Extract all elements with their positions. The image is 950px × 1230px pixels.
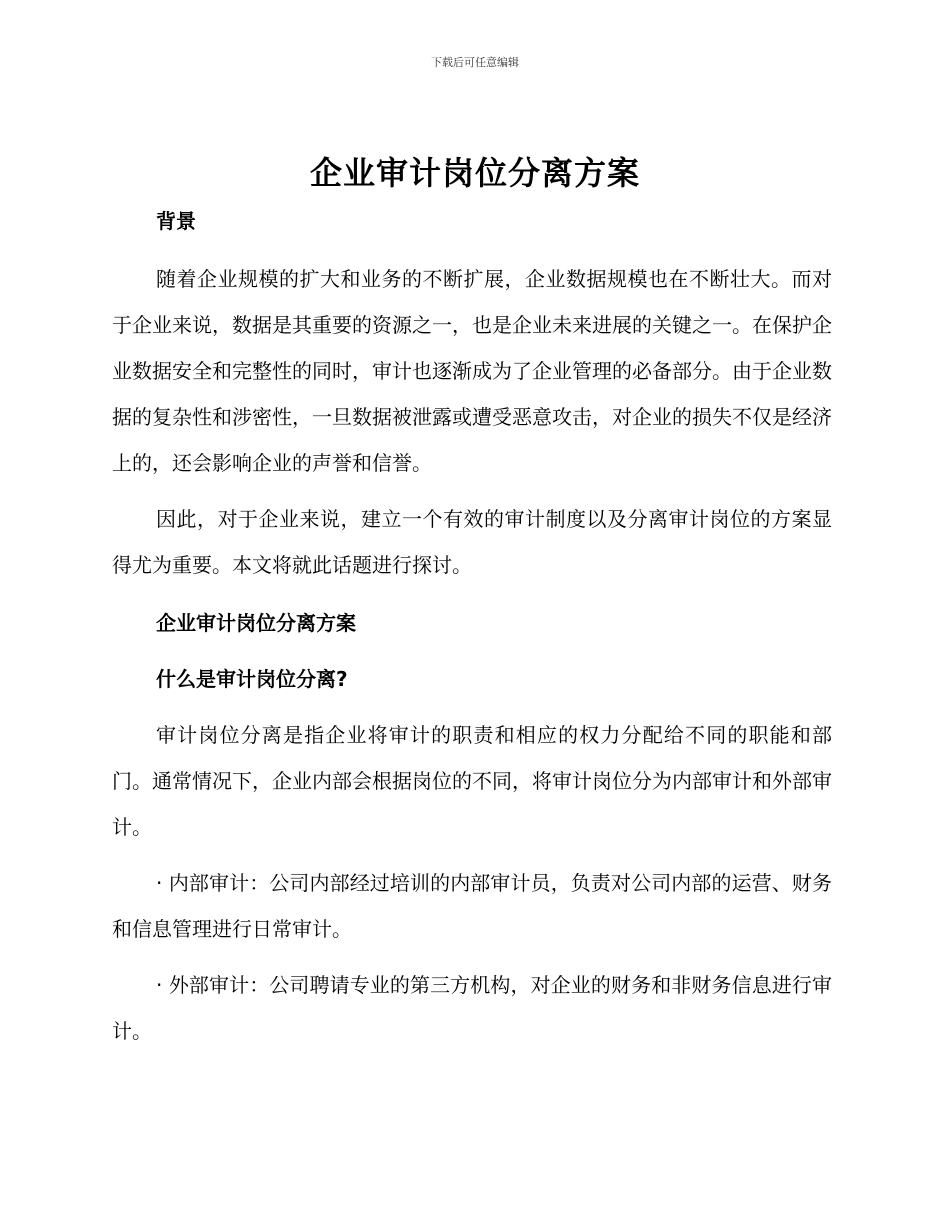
subheading-what-is-separation: 什么是审计岗位分离? bbox=[156, 667, 348, 691]
header-note: 下载后可任意编辑 bbox=[431, 56, 519, 69]
paragraph-background-1: 随着企业规模的扩大和业务的不断扩展，企业数据规模也在不断壮大。而对于企业来说，数据是其重要的资源之一，也是企业未来进展的关键之一。在保护企业数据安全和完整性的同时，审计也逐渐成为了企业管理的必备部分。由于企业数据的复杂性和涉密性，一旦数据被泄露或遭受恶意攻击，对企业的损失不仅是经济上的，还会影响企业的声誉和信誉。 bbox=[112, 267, 832, 475]
section-heading-plan: 企业审计岗位分离方案 bbox=[156, 611, 356, 635]
list-item-external-audit: · 外部审计：公司聘请专业的第三方机构，对企业的财务和非财务信息进行审计。 bbox=[112, 973, 832, 1043]
section-heading-background: 背景 bbox=[156, 209, 196, 233]
document-title: 企业审计岗位分离方案 bbox=[309, 154, 640, 192]
paragraph-definition: 审计岗位分离是指企业将审计的职责和相应的权力分配给不同的职能和部门。通常情况下，企业内部会根据岗位的不同，将审计岗位分为内部审计和外部审计。 bbox=[112, 723, 832, 839]
paragraph-background-2: 因此，对于企业来说，建立一个有效的审计制度以及分离审计岗位的方案显得尤为重要。本文将就此话题进行探讨。 bbox=[112, 507, 832, 577]
list-item-internal-audit: · 内部审计：公司内部经过培训的内部审计员，负责对公司内部的运营、财务和信息管理进行日常审计。 bbox=[112, 871, 832, 941]
document-body bbox=[112, 198, 832, 1054]
